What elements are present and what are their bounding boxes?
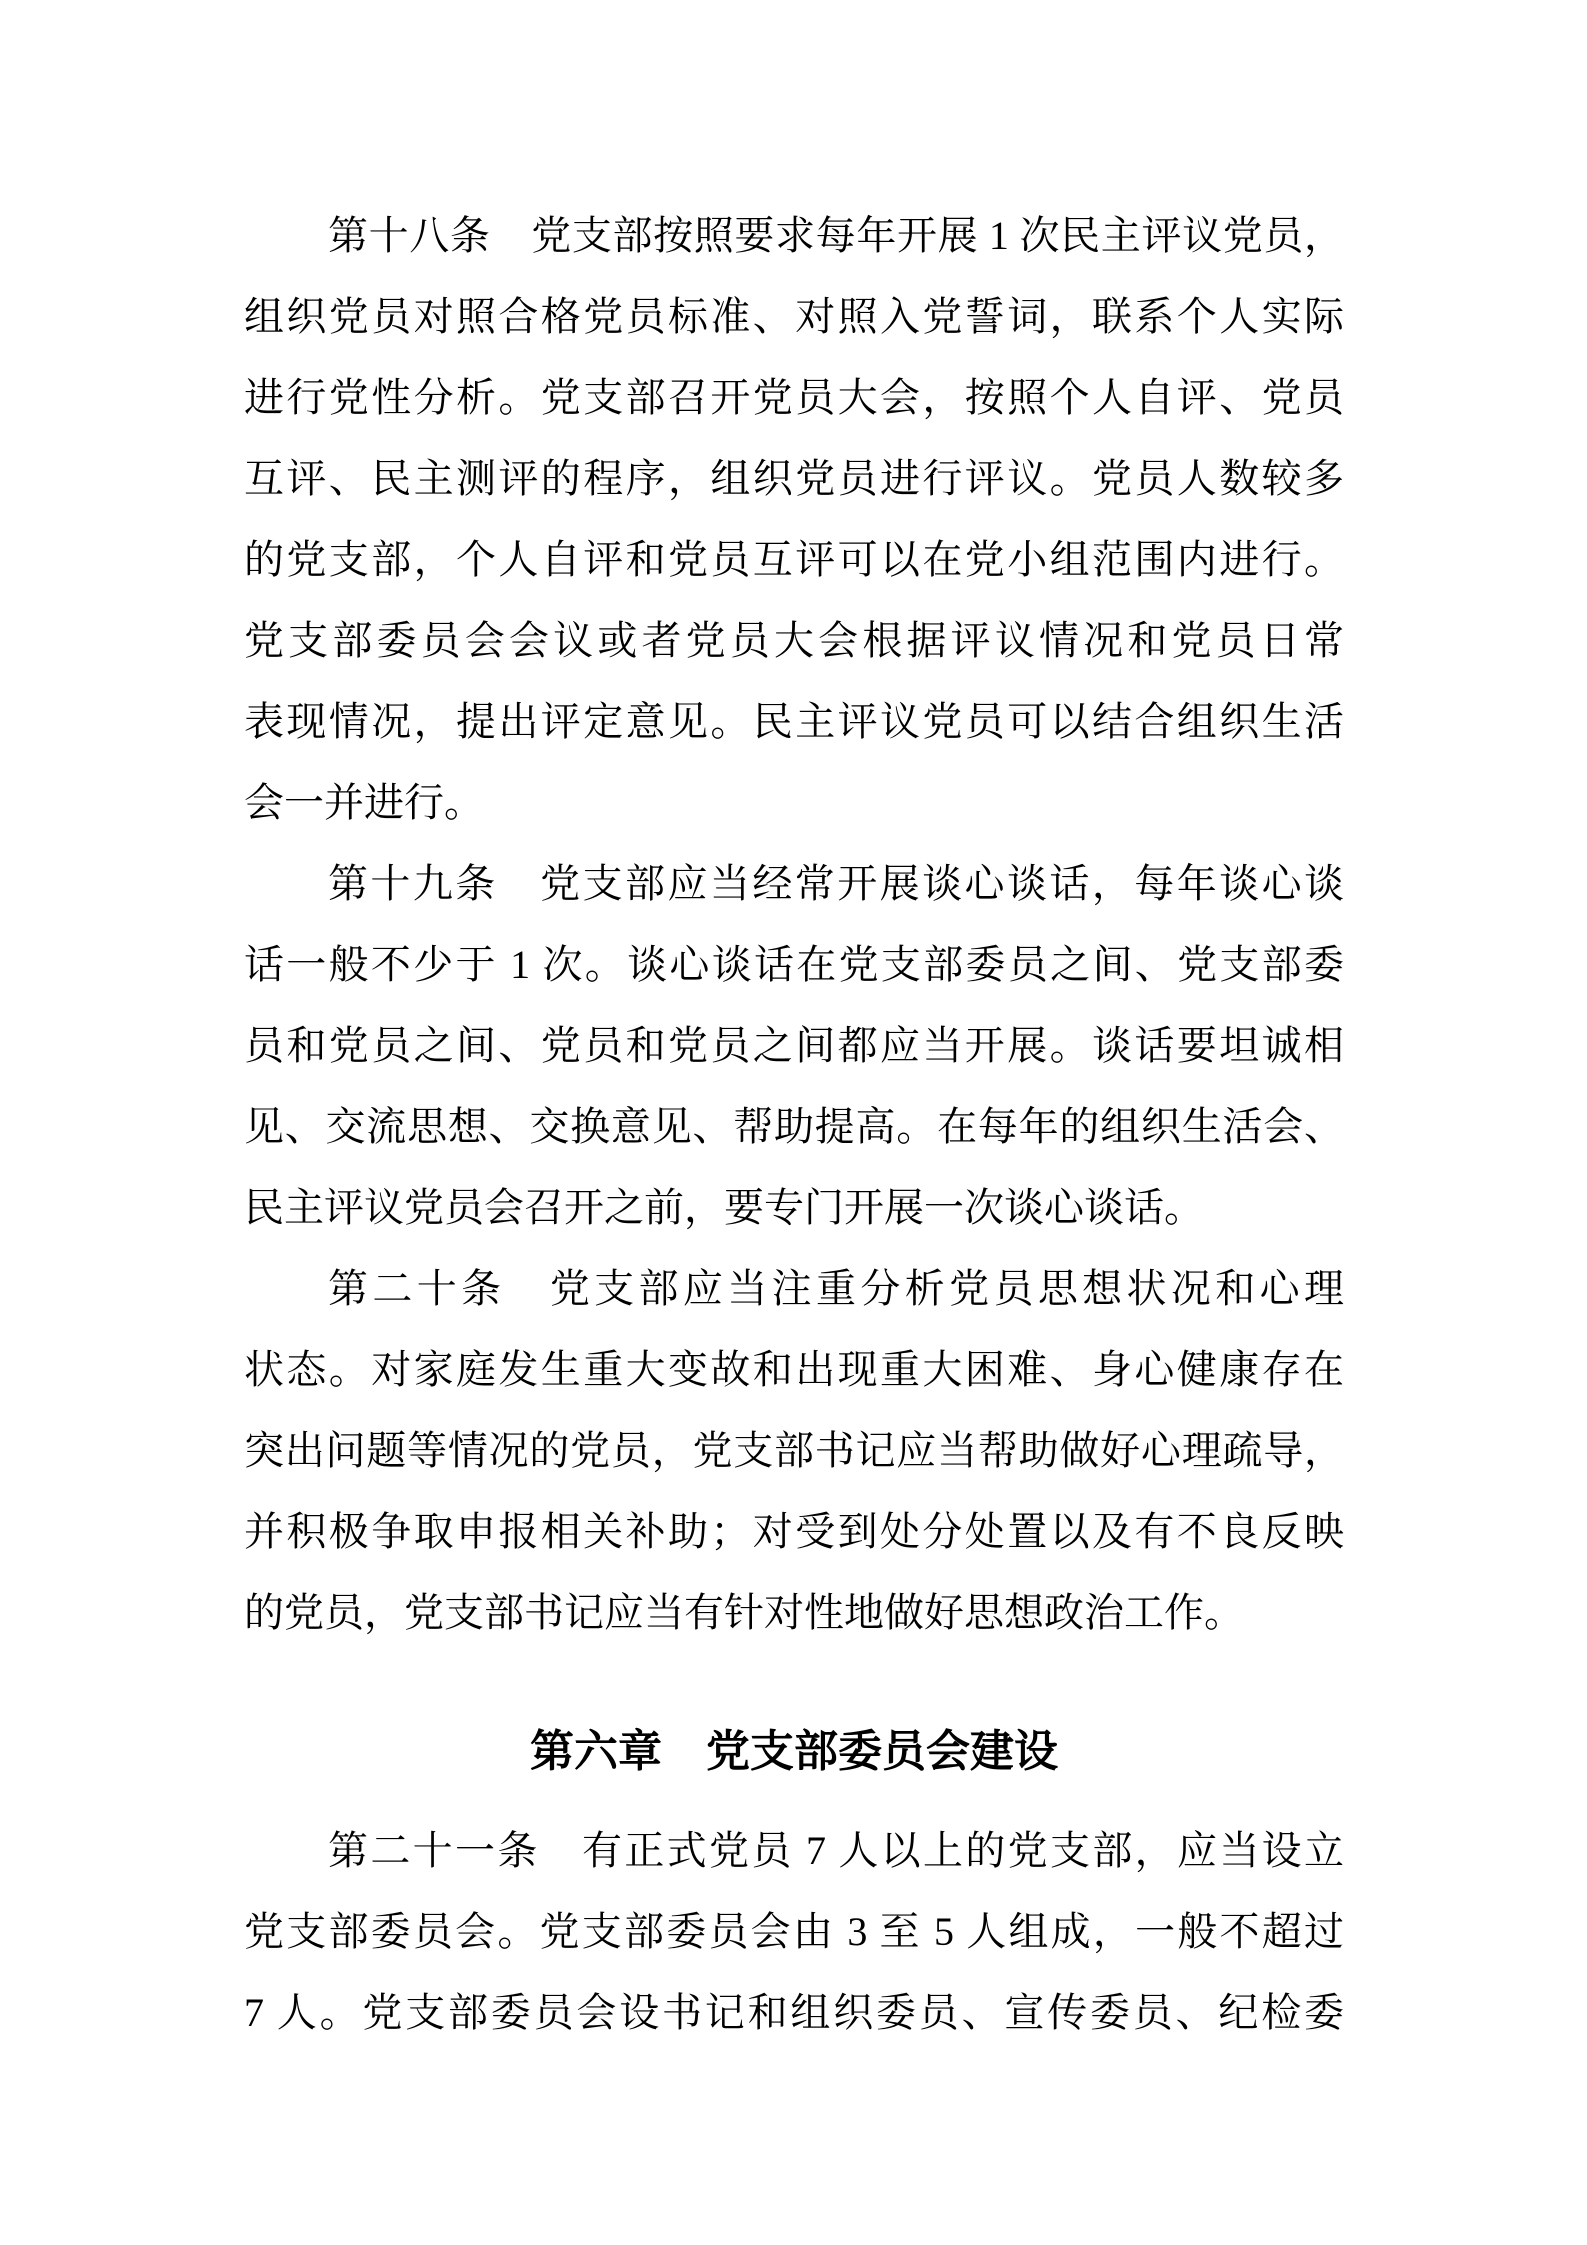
body-text-line: 员和党员之间、党员和党员之间都应当开展。谈话要坦诚相 (244, 1023, 1344, 1068)
article-paragraph (244, 1810, 1344, 2053)
body-text-line: 党支部委员会。党支部委员会由 3 至 5 人组成，一般不超过 (244, 1909, 1344, 1954)
chapter-heading: 第六章 党支部委员会建设 (530, 1727, 1058, 1776)
document-body (244, 195, 1344, 2053)
body-text-line: 突出问题等情况的党员，党支部书记应当帮助做好心理疏导， (244, 1428, 1344, 1473)
article-paragraph (244, 195, 1344, 843)
body-text-line: 第十八条 党支部按照要求每年开展 1 次民主评议党员， (328, 213, 1344, 258)
body-text-line: 话一般不少于 1 次。谈心谈话在党支部委员之间、党支部委 (244, 942, 1344, 987)
body-text-line: 民主评议党员会召开之前，要专门开展一次谈心谈话。 (244, 1185, 1204, 1230)
body-text-line: 并积极争取申报相关补助；对受到处分处置以及有不良反映 (244, 1509, 1344, 1554)
body-text-line: 第二十一条 有正式党员 7 人以上的党支部，应当设立 (328, 1828, 1344, 1873)
body-text-line: 互评、民主测评的程序，组织党员进行评议。党员人数较多 (244, 456, 1344, 501)
body-text-line: 状态。对家庭发生重大变故和出现重大困难、身心健康存在 (244, 1347, 1344, 1392)
body-text-line: 进行党性分析。党支部召开党员大会，按照个人自评、党员 (244, 375, 1344, 420)
body-text-line: 第二十条 党支部应当注重分析党员思想状况和心理 (328, 1266, 1344, 1311)
article-paragraph (244, 1248, 1344, 1653)
body-text-line: 见、交流思想、交换意见、帮助提高。在每年的组织生活会、 (244, 1104, 1344, 1149)
body-text-line: 会一并进行。 (244, 780, 484, 825)
body-text-line: 的党支部，个人自评和党员互评可以在党小组范围内进行。 (244, 537, 1344, 582)
body-text-line: 的党员，党支部书记应当有针对性地做好思想政治工作。 (244, 1590, 1244, 1635)
body-text-line: 表现情况，提出评定意见。民主评议党员可以结合组织生活 (244, 699, 1344, 744)
body-text-line: 7 人。党支部委员会设书记和组织委员、宣传委员、纪检委 (244, 1990, 1344, 2035)
body-text-line: 第十九条 党支部应当经常开展谈心谈话，每年谈心谈 (328, 861, 1344, 906)
body-text-line: 组织党员对照合格党员标准、对照入党誓词，联系个人实际 (244, 294, 1344, 339)
body-text-line: 党支部委员会会议或者党员大会根据评议情况和党员日常 (244, 618, 1344, 663)
article-paragraph (244, 843, 1344, 1248)
